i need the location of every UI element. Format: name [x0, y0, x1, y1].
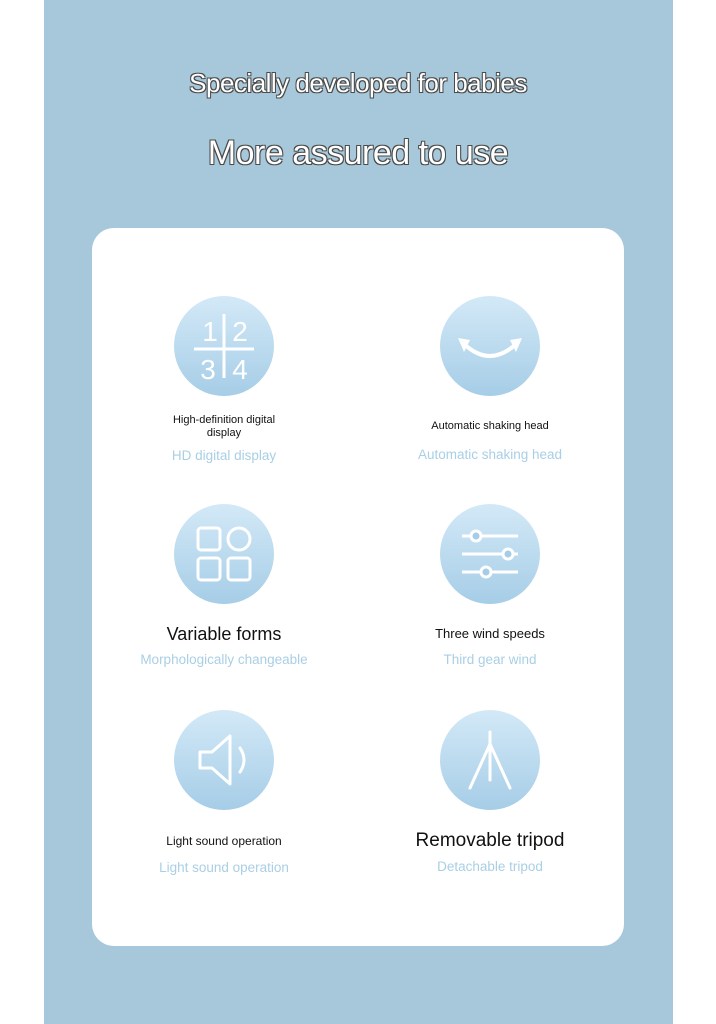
page-title: More assured to use: [207, 134, 509, 172]
feature-desc: Third gear wind: [443, 651, 537, 667]
feature-variable-forms: [104, 504, 344, 667]
feature-title: Automatic shaking head: [431, 420, 549, 432]
feature-hd-display: [104, 296, 344, 463]
subtitle: Specially developed for babies: [189, 68, 527, 98]
feature-title: Removable tripod: [415, 830, 565, 851]
feature-wind-speeds: [370, 504, 610, 667]
feature-desc: Detachable tripod: [437, 858, 543, 874]
swing-arrow-icon: [440, 296, 540, 396]
feature-removable-tripod: [370, 710, 610, 874]
feature-title: Light sound operation: [166, 834, 282, 848]
digit-2: 2: [232, 316, 248, 347]
number-grid-icon: [174, 296, 274, 396]
feature-desc: Morphologically changeable: [140, 651, 308, 667]
speaker-icon: [174, 710, 274, 810]
features-card: [92, 228, 624, 946]
digit-4: 4: [232, 354, 248, 385]
feature-desc: Automatic shaking head: [417, 447, 563, 463]
digit-1: 1: [202, 316, 218, 347]
digit-3: 3: [200, 354, 216, 385]
feature-title: Three wind speeds: [435, 626, 545, 641]
feature-title: Variable forms: [166, 624, 282, 644]
shapes-grid-icon: [174, 504, 274, 604]
tripod-icon: [440, 710, 540, 810]
feature-shaking-head: [370, 296, 610, 462]
feature-light-sound: [104, 710, 344, 875]
feature-title: High-definition digital display: [172, 414, 276, 440]
feature-desc: Light sound operation: [159, 860, 289, 876]
feature-desc: HD digital display: [171, 448, 277, 464]
sliders-icon: [440, 504, 540, 604]
